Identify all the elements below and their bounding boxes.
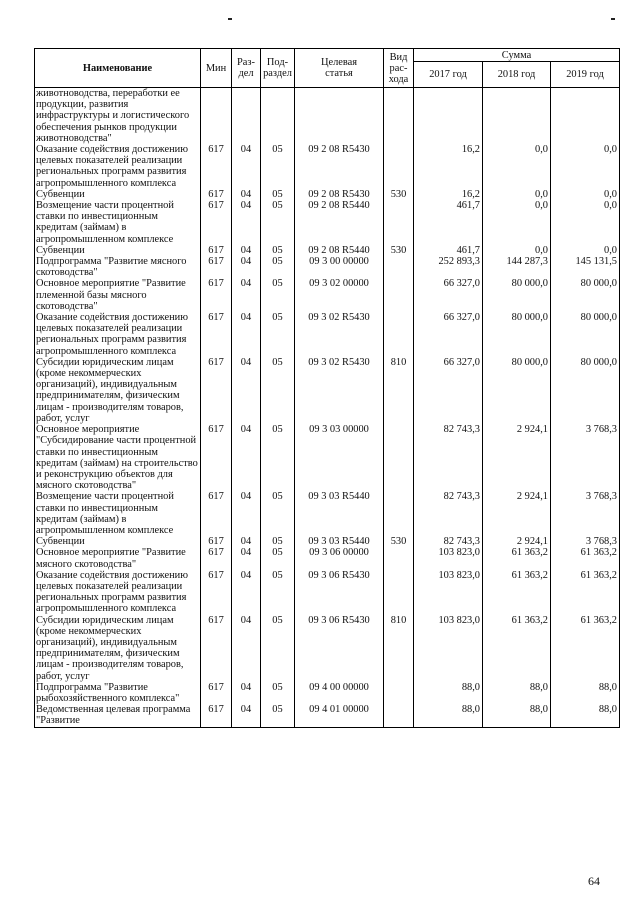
cell-name: Возмещение части процентной ставки по инвестиционным кредитам (займам) в агропромышленном комплексе <box>35 200 201 245</box>
table-row <box>35 88 620 145</box>
header-podrazdel: Под- раздел <box>261 49 295 88</box>
cell-y2017: 103 823,0 <box>414 570 483 615</box>
cell-y2019: 61 363,2 <box>551 570 620 615</box>
cell-y2019: 61 363,2 <box>551 615 620 682</box>
cell-podrazdel <box>261 88 295 145</box>
cell-y2019 <box>551 88 620 145</box>
header-min: Мин <box>201 49 232 88</box>
cell-y2018: 0,0 <box>483 189 551 200</box>
cell-target: 09 2 08 R5440 <box>295 200 384 245</box>
table-row <box>35 615 620 682</box>
cell-name: Субвенции <box>35 536 201 547</box>
cell-razdel: 04 <box>232 536 261 547</box>
cell-target: 09 3 02 00000 <box>295 278 384 312</box>
cell-y2018: 0,0 <box>483 245 551 256</box>
cell-min: 617 <box>201 547 232 569</box>
cell-y2017: 252 893,3 <box>414 256 483 278</box>
cell-razdel: 04 <box>232 615 261 682</box>
cell-min: 617 <box>201 312 232 357</box>
cell-min: 617 <box>201 615 232 682</box>
cell-vid <box>384 424 414 491</box>
scan-mark-right <box>611 18 615 20</box>
cell-y2018: 0,0 <box>483 144 551 189</box>
cell-razdel: 04 <box>232 424 261 491</box>
cell-y2018: 2 924,1 <box>483 536 551 547</box>
cell-razdel: 04 <box>232 357 261 424</box>
cell-y2019: 80 000,0 <box>551 278 620 312</box>
cell-vid: 810 <box>384 615 414 682</box>
cell-vid <box>384 682 414 704</box>
cell-y2018: 80 000,0 <box>483 312 551 357</box>
cell-y2017: 103 823,0 <box>414 547 483 569</box>
table-row <box>35 200 620 245</box>
cell-y2018: 80 000,0 <box>483 278 551 312</box>
cell-target <box>295 88 384 145</box>
cell-target: 09 3 03 R5440 <box>295 536 384 547</box>
cell-y2019: 0,0 <box>551 200 620 245</box>
cell-name: Субсидии юридическим лицам (кроме некоммерческих организаций), индивидуальным предпринимателям, физическим лицам - производителям товаров, работ, услуг <box>35 357 201 424</box>
cell-min: 617 <box>201 357 232 424</box>
table-row <box>35 189 620 200</box>
cell-vid <box>384 200 414 245</box>
cell-target: 09 4 01 00000 <box>295 704 384 727</box>
cell-y2018: 144 287,3 <box>483 256 551 278</box>
cell-podrazdel: 05 <box>261 682 295 704</box>
cell-y2017: 82 743,3 <box>414 491 483 536</box>
cell-razdel: 04 <box>232 570 261 615</box>
table-row <box>35 570 620 615</box>
cell-podrazdel: 05 <box>261 536 295 547</box>
cell-min: 617 <box>201 570 232 615</box>
cell-name: Субсидии юридическим лицам (кроме некоммерческих организаций), индивидуальным предпринимателям, физическим лицам - производителям товаров, работ, услуг <box>35 615 201 682</box>
table-row <box>35 144 620 189</box>
cell-y2018: 80 000,0 <box>483 357 551 424</box>
cell-razdel: 04 <box>232 682 261 704</box>
cell-name: Основное мероприятие "Развитие мясного скотоводства" <box>35 547 201 569</box>
header-2017: 2017 год <box>414 62 483 88</box>
cell-min: 617 <box>201 491 232 536</box>
cell-min: 617 <box>201 245 232 256</box>
cell-name: Оказание содействия достижению целевых показателей реализации региональных программ развития агропромышленного комплекса <box>35 570 201 615</box>
cell-razdel: 04 <box>232 256 261 278</box>
cell-min: 617 <box>201 189 232 200</box>
header-name: Наименование <box>35 49 201 88</box>
cell-razdel: 04 <box>232 200 261 245</box>
cell-target: 09 3 06 R5430 <box>295 570 384 615</box>
cell-name: Ведомственная целевая программа "Развитие <box>35 704 201 727</box>
cell-razdel: 04 <box>232 278 261 312</box>
cell-target: 09 3 02 R5430 <box>295 357 384 424</box>
cell-vid: 530 <box>384 189 414 200</box>
table-row <box>35 312 620 357</box>
cell-min: 617 <box>201 704 232 727</box>
header-target: Целевая статья <box>295 49 384 88</box>
cell-podrazdel: 05 <box>261 547 295 569</box>
cell-min: 617 <box>201 682 232 704</box>
cell-vid: 530 <box>384 536 414 547</box>
cell-y2017: 461,7 <box>414 245 483 256</box>
cell-y2019: 80 000,0 <box>551 357 620 424</box>
cell-y2018: 0,0 <box>483 200 551 245</box>
page-number: 64 <box>588 874 600 888</box>
cell-y2019: 0,0 <box>551 245 620 256</box>
cell-y2017: 16,2 <box>414 144 483 189</box>
cell-name: Подпрограмма "Развитие рыбохозяйственного комплекса" <box>35 682 201 704</box>
cell-name: Субвенции <box>35 245 201 256</box>
header-2018: 2018 год <box>483 62 551 88</box>
cell-vid <box>384 278 414 312</box>
cell-name: Основное мероприятие "Развитие племенной базы мясного скотоводства" <box>35 278 201 312</box>
cell-y2018 <box>483 88 551 145</box>
cell-name: Субвенции <box>35 189 201 200</box>
scan-mark-left <box>228 18 232 20</box>
cell-min <box>201 88 232 145</box>
cell-podrazdel: 05 <box>261 704 295 727</box>
cell-y2017: 88,0 <box>414 704 483 727</box>
table-row <box>35 256 620 278</box>
cell-vid <box>384 312 414 357</box>
cell-y2018: 2 924,1 <box>483 424 551 491</box>
cell-min: 617 <box>201 144 232 189</box>
cell-razdel: 04 <box>232 312 261 357</box>
cell-podrazdel: 05 <box>261 312 295 357</box>
cell-name: животноводства, переработки ее продукции, развития инфраструктуры и логистического обеспечения рынков продукции животноводства" <box>35 88 201 145</box>
cell-name: Оказание содействия достижению целевых показателей реализации региональных программ развития агропромышленного комплекса <box>35 144 201 189</box>
cell-y2018: 88,0 <box>483 682 551 704</box>
cell-podrazdel: 05 <box>261 615 295 682</box>
header-vid: Вид рас- хода <box>384 49 414 88</box>
cell-target: 09 3 00 00000 <box>295 256 384 278</box>
cell-podrazdel: 05 <box>261 278 295 312</box>
cell-min: 617 <box>201 278 232 312</box>
table-row <box>35 357 620 424</box>
cell-y2019: 80 000,0 <box>551 312 620 357</box>
cell-y2017: 16,2 <box>414 189 483 200</box>
cell-y2019: 61 363,2 <box>551 547 620 569</box>
cell-razdel: 04 <box>232 245 261 256</box>
cell-razdel: 04 <box>232 491 261 536</box>
cell-name: Оказание содействия достижению целевых показателей реализации региональных программ развития агропромышленного комплекса <box>35 312 201 357</box>
table-row <box>35 536 620 547</box>
cell-target: 09 2 08 R5440 <box>295 245 384 256</box>
cell-min: 617 <box>201 424 232 491</box>
cell-razdel: 04 <box>232 704 261 727</box>
cell-vid: 530 <box>384 245 414 256</box>
cell-y2018: 61 363,2 <box>483 570 551 615</box>
table-body <box>35 88 620 728</box>
cell-min: 617 <box>201 200 232 245</box>
cell-vid <box>384 256 414 278</box>
cell-podrazdel: 05 <box>261 256 295 278</box>
cell-vid <box>384 570 414 615</box>
cell-podrazdel: 05 <box>261 200 295 245</box>
cell-y2018: 61 363,2 <box>483 615 551 682</box>
header-razdel: Раз- дел <box>232 49 261 88</box>
cell-name: Основное мероприятие "Субсидирование части процентной ставки по инвестиционным кредитам (займам) на строительство и реконструкцию объектов для мясного скотоводства" <box>35 424 201 491</box>
cell-y2017: 66 327,0 <box>414 312 483 357</box>
cell-y2019: 88,0 <box>551 682 620 704</box>
cell-razdel: 04 <box>232 189 261 200</box>
cell-podrazdel: 05 <box>261 424 295 491</box>
cell-y2017: 66 327,0 <box>414 278 483 312</box>
cell-podrazdel: 05 <box>261 357 295 424</box>
cell-y2017: 82 743,3 <box>414 536 483 547</box>
cell-y2017: 88,0 <box>414 682 483 704</box>
cell-target: 09 3 03 R5440 <box>295 491 384 536</box>
cell-target: 09 2 08 R5430 <box>295 144 384 189</box>
table-row <box>35 245 620 256</box>
cell-name: Возмещение части процентной ставки по инвестиционным кредитам (займам) в агропромышленном комплексе <box>35 491 201 536</box>
cell-podrazdel: 05 <box>261 491 295 536</box>
cell-y2019: 0,0 <box>551 144 620 189</box>
cell-vid <box>384 88 414 145</box>
cell-vid <box>384 491 414 536</box>
cell-vid <box>384 547 414 569</box>
cell-y2017: 82 743,3 <box>414 424 483 491</box>
cell-podrazdel: 05 <box>261 570 295 615</box>
cell-y2018: 88,0 <box>483 704 551 727</box>
cell-y2019: 3 768,3 <box>551 424 620 491</box>
table-row <box>35 491 620 536</box>
cell-razdel: 04 <box>232 547 261 569</box>
cell-target: 09 3 06 00000 <box>295 547 384 569</box>
header-2019: 2019 год <box>551 62 620 88</box>
cell-podrazdel: 05 <box>261 245 295 256</box>
header-summa: Сумма <box>414 49 620 62</box>
cell-target: 09 2 08 R5430 <box>295 189 384 200</box>
cell-target: 09 3 03 00000 <box>295 424 384 491</box>
cell-vid <box>384 144 414 189</box>
cell-y2018: 2 924,1 <box>483 491 551 536</box>
cell-razdel: 04 <box>232 144 261 189</box>
cell-y2017: 103 823,0 <box>414 615 483 682</box>
cell-y2018: 61 363,2 <box>483 547 551 569</box>
cell-y2017: 66 327,0 <box>414 357 483 424</box>
cell-target: 09 3 02 R5430 <box>295 312 384 357</box>
cell-vid: 810 <box>384 357 414 424</box>
table-header <box>35 49 620 88</box>
cell-vid <box>384 704 414 727</box>
cell-podrazdel: 05 <box>261 144 295 189</box>
table-row <box>35 424 620 491</box>
cell-min: 617 <box>201 256 232 278</box>
table-row <box>35 682 620 704</box>
cell-name: Подпрограмма "Развитие мясного скотоводства" <box>35 256 201 278</box>
table-row <box>35 704 620 727</box>
cell-y2019: 88,0 <box>551 704 620 727</box>
table-row <box>35 547 620 569</box>
budget-table <box>34 48 620 728</box>
table-row <box>35 278 620 312</box>
cell-min: 617 <box>201 536 232 547</box>
cell-y2017: 461,7 <box>414 200 483 245</box>
cell-y2017 <box>414 88 483 145</box>
cell-target: 09 4 00 00000 <box>295 682 384 704</box>
cell-y2019: 3 768,3 <box>551 491 620 536</box>
cell-y2019: 0,0 <box>551 189 620 200</box>
cell-target: 09 3 06 R5430 <box>295 615 384 682</box>
cell-podrazdel: 05 <box>261 189 295 200</box>
cell-razdel <box>232 88 261 145</box>
cell-y2019: 3 768,3 <box>551 536 620 547</box>
cell-y2019: 145 131,5 <box>551 256 620 278</box>
